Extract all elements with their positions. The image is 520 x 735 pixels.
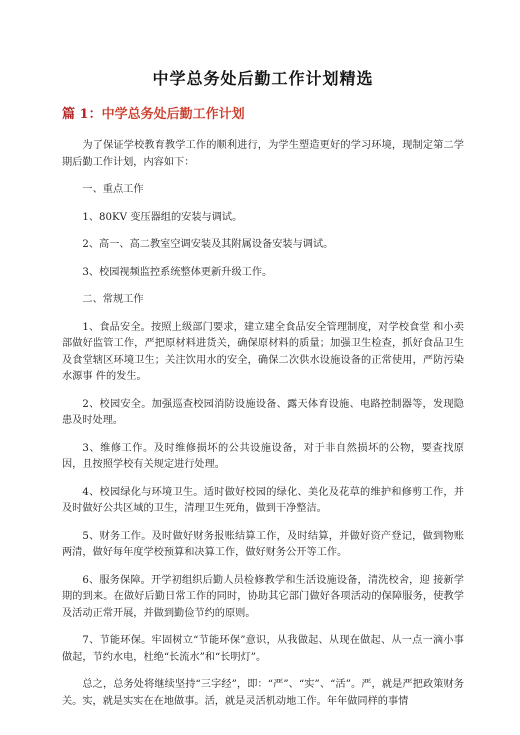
routine-item-maintenance: 3、维修工作。及时维修损坏的公共设施设备，对于非自然损坏的公物，要查找原因，且按照学校有关规定进行处理。 <box>62 442 464 470</box>
routine-item-service: 6、服务保障。开学初组织后勤人员检修教学和生活设施设备，清洗校舍，迎 接新学期的到来。在做好后勤日常工作的同时，协助其它部门做好各项活动的保障服务，使教学 及活动正常开展，并做到勤俭节约的原则。 <box>62 574 464 619</box>
routine-item-food-safety: 1、食品安全。按照上级部门要求，建立建全食品安全管理制度，对学校食堂 和小卖部做好监管工作，严把原材料进货关，确保原材料的质量；加强卫生检查，抓好食品卫生 及食堂辖区环境卫生；关注饮用水的安全，确保二次供水设施设备的正常使用，严防污染水源事 件的发生。 <box>62 321 464 382</box>
section-title: 中学总务处后勤工作计划 <box>101 107 245 122</box>
key-item: 1、80KV 变压器组的安装与调试。 <box>82 211 243 223</box>
routine-item-finance: 5、财务工作。及时做好财务报账结算工作，及时结算，并做好资产登记，做到物账两清，做好每年度学校预算和决算工作，做好财务公开等工作。 <box>62 530 464 558</box>
document-title: 中学总务处后勤工作计划精选 <box>152 69 374 88</box>
section-heading <box>62 103 464 122</box>
routine-item-greening: 4、校园绿化与环境卫生。适时做好校园的绿化、美化及花草的维护和修剪工作，并及时做好公共区域的卫生，清理卫生死角，做到干净整洁。 <box>62 486 464 514</box>
heading-key-work: 一、重点工作 <box>82 184 144 195</box>
heading-routine-work: 二、常规工作 <box>82 294 144 305</box>
routine-item-campus-safety: 2、校园安全。加强巡查校园消防设施设备、露天体育设施、电路控制器等，发现隐患及时处理。 <box>62 398 464 426</box>
key-item: 2、高一、高二教室空调安装及其附属设备安装与调试。 <box>82 239 334 250</box>
summary-paragraph: 总之，总务处将继续坚持“三字经”，即：“严”、“实”、“活”。严，就是严把政策财务关。实，就是实实在在地做事。活，就是灵活机动地工作。年年做同样的事情 <box>62 679 464 707</box>
key-item: 3、校园视频监控系统整体更新升级工作。 <box>82 266 273 278</box>
intro-paragraph: 为了保证学校教育教学工作的顺利进行，为学生塑造更好的学习环境，现制定第二学期后勤工作计划，内容如下： <box>62 140 464 168</box>
section-label: 篇 1： <box>62 107 102 122</box>
routine-item-energy: 7、节能环保。牢固树立“节能环保”意识，从我做起、从现在做起、从一点一滴小事做起，节约水电，杜绝“长流水”和“长明灯”。 <box>62 635 464 663</box>
